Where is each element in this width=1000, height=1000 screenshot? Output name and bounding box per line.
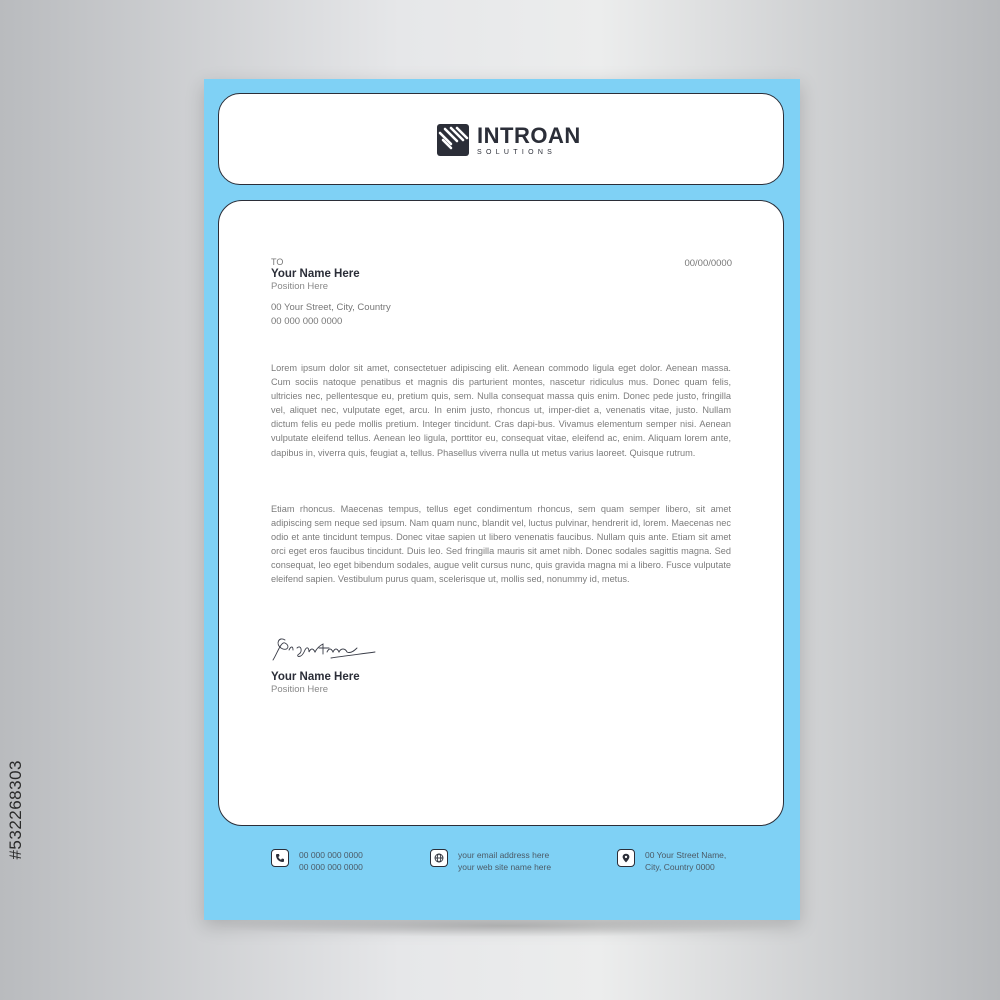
- globe-icon: [430, 849, 448, 867]
- recipient-block: [271, 257, 571, 329]
- footer-email: your email address here: [458, 850, 550, 860]
- letterhead-sheet: [204, 79, 800, 920]
- footer-website: your web site name here: [458, 862, 552, 872]
- location-pin-icon: [617, 849, 635, 867]
- handwritten-signature: [271, 626, 381, 666]
- footer-address-2: City, Country 0000: [645, 862, 715, 872]
- letter-body-box: [218, 200, 784, 826]
- body-paragraph-1: Lorem ipsum dolor sit amet, consectetuer adipiscing elit. Aenean commodo ligula eget dolor. Aenean massa. Cum sociis natoque penatibus et magnis dis parturient montes, nascetur ridiculus mus. Donec quam felis, ultricies nec, pellentesque eu, pretium quis, sem. Nulla consequat massa quis enim. Donec pede justo, fringilla vel, aliquet nec, vulputate eget, arcu. In enim justo, rhoncus ut, imper-diet a, venenatis vitae, justo. Nullam dictum felis eu pede mollis pretium. Integer tincidunt. Cras dapi-bus. Vivamus elementum semper nisi. Aenean vulputate eleifend tellus. Aenean leo ligula, porttitor eu, consequat vitae, eleifend ac, enim. Aliquam lorem ante, dapibus in, viverra quis, feugiat a, tellus. Phasellus viverra nulla ut metus varius laoreet. Quisque rutrum.: [271, 363, 731, 458]
- footer-phone-1: 00 000 000 0000: [299, 850, 363, 860]
- footer-contacts: [204, 849, 800, 879]
- stock-id-label: #532268303: [6, 760, 25, 860]
- signer-position: Position Here: [271, 684, 329, 695]
- recipient-phone: 00 000 000 0000: [271, 316, 343, 327]
- phone-icon: [271, 849, 289, 867]
- footer-phone: [271, 849, 363, 873]
- footer-address-1: 00 Your Street Name,: [645, 850, 727, 860]
- footer-phone-2: 00 000 000 0000: [299, 862, 363, 872]
- recipient-position: Position Here: [271, 281, 329, 292]
- company-logo: [437, 124, 581, 156]
- footer-address: [617, 849, 726, 873]
- signer-block: [271, 670, 360, 695]
- header-box: [218, 93, 784, 185]
- diagonal-stripes-logo-icon: [437, 124, 469, 156]
- footer-web: [430, 849, 551, 873]
- letter-date: 00/00/0000: [684, 258, 732, 269]
- company-name: INTROAN: [477, 122, 581, 148]
- recipient-name: Your Name Here: [271, 268, 360, 280]
- body-paragraph-2: Etiam rhoncus. Maecenas tempus, tellus eget condimentum rhoncus, sem quam semper libero, sit amet adipiscing sem neque sed ipsum. Nam quam nunc, blandit vel, luctus pulvinar, hendrerit id, lorem. Maecenas nec odio et ante tincidunt tempus. Donec vitae sapien ut libero venenatis faucibus. Nullam quis ante. Etiam sit amet orci eget eros faucibus tincidunt. Duis leo. Sed fringilla mauris sit amet nibh. Donec sodales sagittis magna. Sed consequat, leo eget bibendum sodales, augue velit cursus nunc, quis gravida magna mi a libero. Fusce vulputate eleifend sapien. Vestibulum purus quam, scelerisque ut, mollis sed, nonummy id, metus.: [271, 504, 731, 585]
- recipient-address: 00 Your Street, City, Country: [271, 302, 391, 313]
- signer-name: Your Name Here: [271, 671, 360, 683]
- to-label: TO: [271, 257, 284, 267]
- company-tagline: SOLUTIONS: [477, 148, 557, 156]
